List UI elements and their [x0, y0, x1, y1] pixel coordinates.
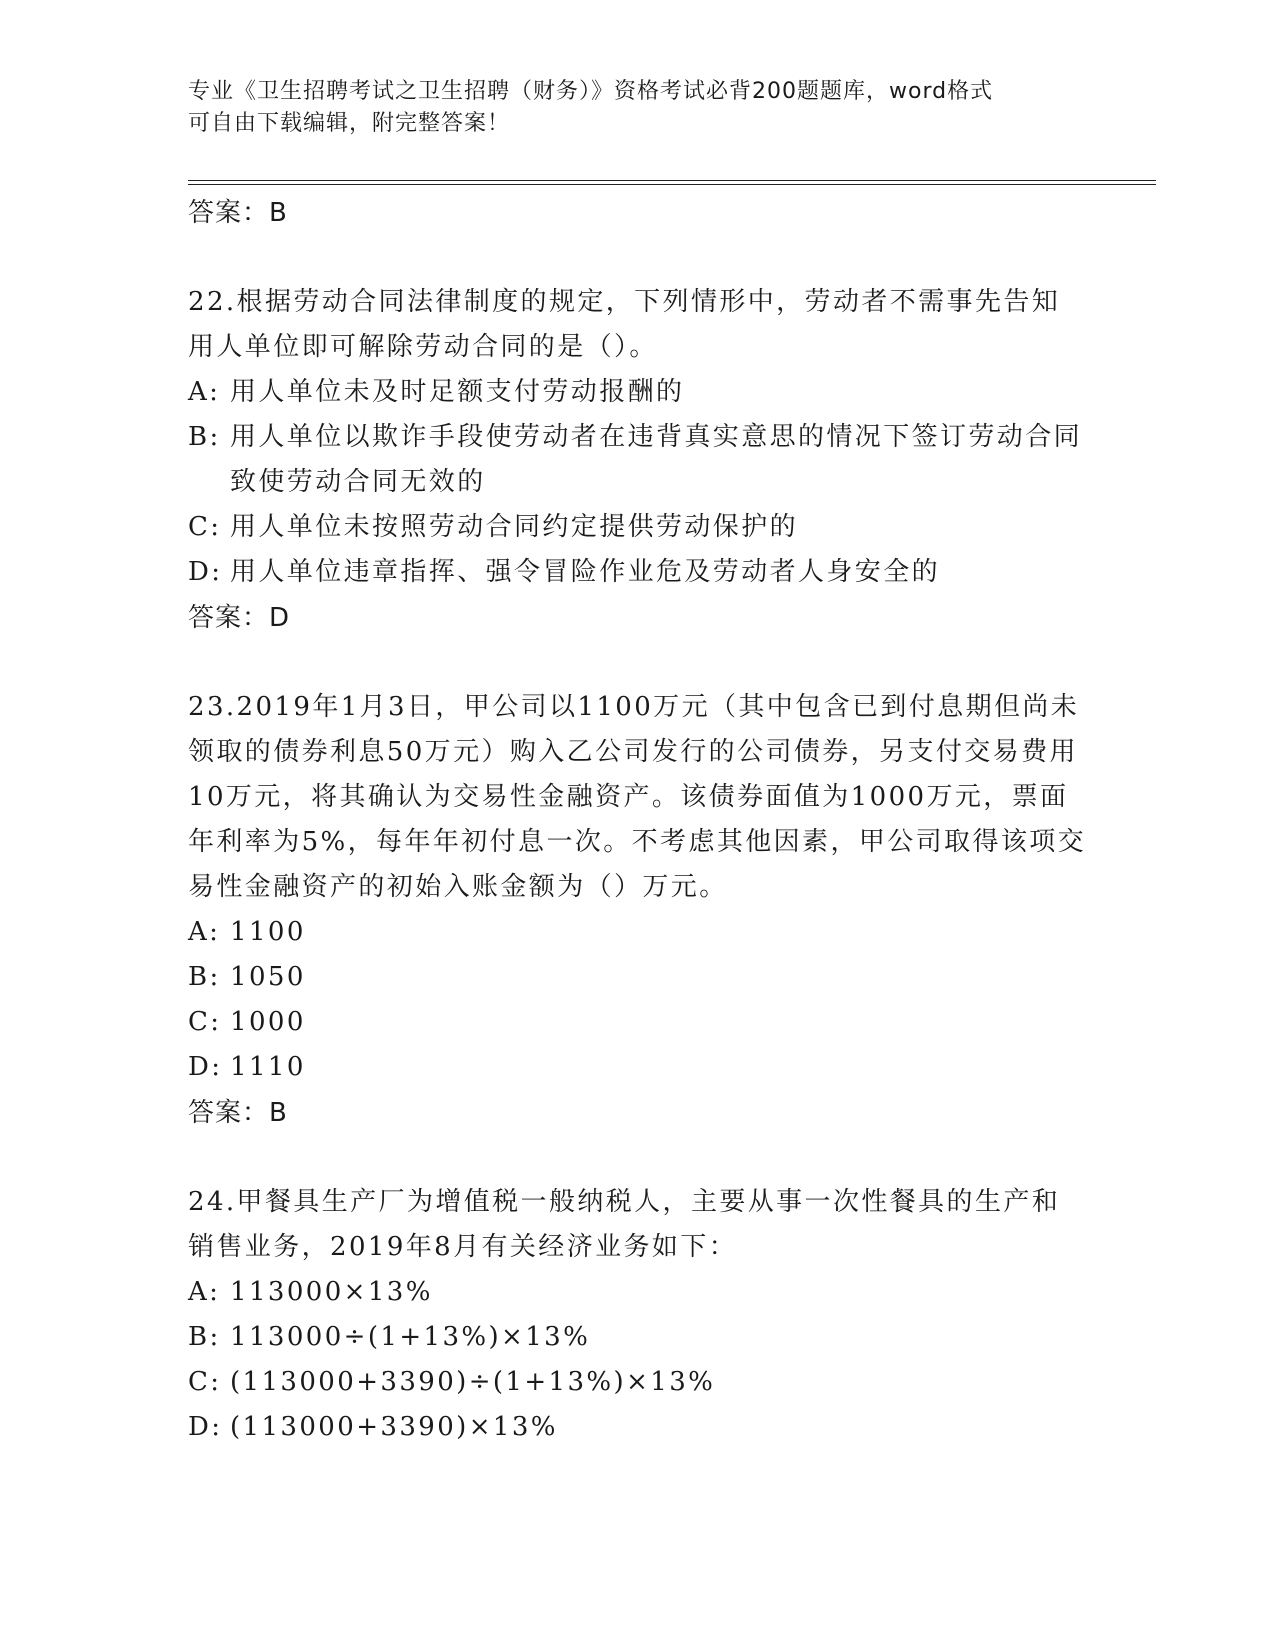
option-key: A: [188, 1277, 221, 1307]
option-key: B: [188, 962, 221, 992]
question-text: 23.2019年1月3日，甲公司以1100万元（其中包含已到付息期但尚未领取的债券利息50万元）购入乙公司发行的公司债券，另支付交易费用10万元，将其确认为交易性金融资产。该债券面值为1000万元，票面年利率为5%，每年年初付息一次。不考虑其他因素，甲公司取得该项交易性金融资产的初始入账金额为（）万元。 [188, 692, 1087, 902]
option-c [188, 1360, 1088, 1405]
option-text: 113000÷(1+13%)×13% [230, 1322, 591, 1352]
option-key: D: [188, 1052, 223, 1082]
option-key: B: [188, 422, 221, 452]
option-c [188, 1000, 1088, 1045]
option-text: 用人单位未及时足额支付劳动报酬的 [230, 377, 685, 407]
header-divider-top [188, 180, 1156, 181]
option-b [188, 1315, 1088, 1360]
option-key: A: [188, 917, 221, 947]
question-22 [188, 280, 1088, 641]
option-text: 113000×13% [230, 1277, 433, 1307]
option-text: 1000 [230, 1007, 306, 1037]
question-24 [188, 1180, 1088, 1450]
option-text: 用人单位以欺诈手段使劳动者在违背真实意思的情况下签订劳动合同致使劳动合同无效的 [230, 422, 1083, 497]
option-text: 1050 [230, 962, 306, 992]
option-a [188, 370, 1088, 415]
option-a [188, 1270, 1088, 1315]
option-key: C: [188, 512, 222, 542]
document-header [188, 76, 1088, 140]
option-text: 用人单位违章指挥、强令冒险作业危及劳动者人身安全的 [230, 557, 941, 587]
option-d [188, 1045, 1088, 1090]
option-d [188, 550, 1088, 595]
answer-line: 答案：D [188, 603, 291, 633]
option-key: C: [188, 1007, 222, 1037]
option-key: D: [188, 1412, 223, 1442]
option-c [188, 505, 1088, 550]
header-divider-bottom [188, 184, 1156, 185]
option-text: 用人单位未按照劳动合同约定提供劳动保护的 [230, 512, 799, 542]
question-text: 24.甲餐具生产厂为增值税一般纳税人，主要从事一次性餐具的生产和销售业务，2019年8月有关经济业务如下： [188, 1187, 1061, 1262]
option-key: A: [188, 377, 221, 407]
answer-line-21: 答案：B [188, 198, 288, 228]
question-text: 22.根据劳动合同法律制度的规定，下列情形中，劳动者不需事先告知用人单位即可解除劳动合同的是（）。 [188, 287, 1061, 362]
option-text: (113000+3390)×13% [230, 1412, 558, 1442]
header-line-2: 可自由下载编辑，附完整答案！ [188, 111, 511, 136]
option-a [188, 910, 1088, 955]
option-b [188, 955, 1088, 1000]
option-key: B: [188, 1322, 221, 1352]
option-key: C: [188, 1367, 222, 1397]
option-text: 1110 [230, 1052, 306, 1082]
option-b [188, 415, 1088, 505]
option-key: D: [188, 557, 223, 587]
option-text: 1100 [230, 917, 306, 947]
option-text: (113000+3390)÷(1+13%)×13% [230, 1367, 716, 1397]
question-23 [188, 685, 1088, 1136]
header-line-1: 专业《卫生招聘考试之卫生招聘（财务）》资格考试必背200题题库，word格式 [188, 79, 994, 104]
answer-line: 答案：B [188, 1098, 288, 1128]
document-body [188, 190, 1088, 1450]
option-d [188, 1405, 1088, 1450]
